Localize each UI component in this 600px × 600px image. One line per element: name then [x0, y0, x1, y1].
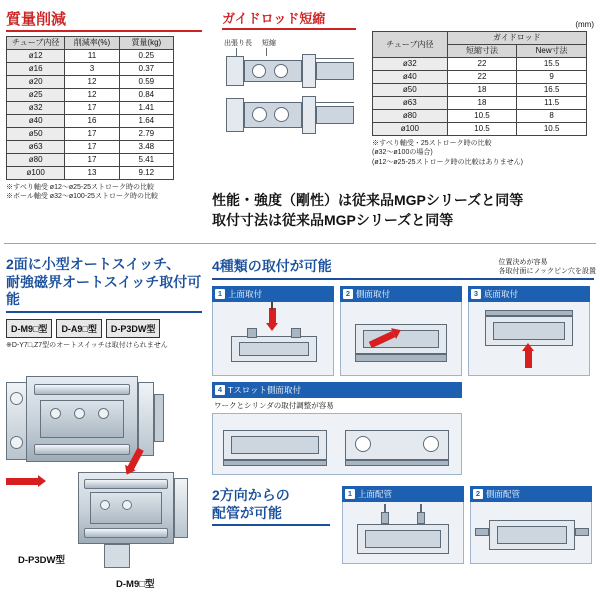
badge-number: 4: [215, 385, 225, 395]
unit-label: (mm): [575, 20, 594, 29]
piping-card-side: [470, 486, 592, 564]
table-header-row: [7, 37, 174, 50]
cell: 11.5: [517, 97, 587, 110]
cell: 17: [65, 154, 119, 167]
table-header-row: [373, 32, 587, 45]
switch-warning: ※D-Y7□,Z7型のオートスイッチは取付けられません: [6, 341, 168, 349]
guide-note-3: (ø12～ø25-25ストローク時の比較はありません): [372, 158, 523, 166]
photo-label-p3dw: D-P3DW型: [18, 555, 65, 566]
chip-d-a9: D-A9□型: [56, 319, 101, 338]
mount-card-top: [212, 286, 334, 376]
cell: ø63: [373, 97, 448, 110]
cell: ø25: [7, 89, 65, 102]
guide-label-shorten: 短縮: [262, 40, 276, 47]
piping-card-top-label: 上面配管: [358, 489, 393, 499]
mount-card-bottom-label: 底面取付: [484, 289, 519, 299]
cell: 16.5: [517, 84, 587, 97]
arrow-icon: [525, 350, 532, 368]
table-row: [373, 84, 587, 97]
cell: 0.59: [119, 76, 173, 89]
cell: ø40: [7, 115, 65, 128]
piping-card-side-figure: [470, 502, 592, 564]
section-mass-reduction: [6, 8, 206, 202]
switch-model-chips: [6, 319, 206, 338]
cell: ø80: [373, 110, 448, 123]
cell: 5.41: [119, 154, 173, 167]
table-row: [7, 63, 174, 76]
section-guide-table: [372, 20, 594, 167]
mass-note-2: ※ボール軸受 ø32～ø100-25ストローク時の比較: [6, 193, 158, 201]
table-row: [7, 102, 174, 115]
mount-card-bottom-header: [468, 286, 590, 302]
cell: 2.79: [119, 128, 173, 141]
cell: ø20: [7, 76, 65, 89]
mass-col-1: 削減率(%): [65, 37, 119, 50]
badge-number: 2: [473, 489, 483, 499]
section-mass-title: 質量削減: [6, 8, 202, 32]
cell: 11: [65, 50, 119, 63]
table-row: [7, 167, 174, 180]
table-row: [373, 110, 587, 123]
cell: 3: [65, 63, 119, 76]
cell: ø12: [7, 50, 65, 63]
mount-card-side-label: 側面取付: [356, 289, 391, 299]
cell: ø100: [7, 167, 65, 180]
cell: 0.37: [119, 63, 173, 76]
piping-card-top: [342, 486, 464, 564]
mount-card-top-figure: [212, 302, 334, 376]
mount-card-bottom-figure: [468, 302, 590, 376]
mass-col-2: 質量(kg): [119, 37, 173, 50]
guide-table: [372, 31, 587, 136]
mount-note-1: 位置決めが容易: [498, 259, 548, 266]
cell: 17: [65, 128, 119, 141]
guide-label-protrusion: 出張り長: [224, 40, 252, 47]
mount-card-side-figure: [340, 302, 462, 376]
cell: ø40: [373, 71, 448, 84]
mount-card-row: [212, 286, 596, 376]
cell: ø32: [7, 102, 65, 115]
mount-note: [498, 258, 596, 276]
table-row: [373, 58, 587, 71]
table-row: [7, 76, 174, 89]
cell: 15.5: [517, 58, 587, 71]
chip-d-p3dw: D-P3DW型: [106, 319, 161, 338]
section-piping: [212, 486, 596, 564]
section-guide-title: ガイドロッド短縮: [222, 8, 356, 30]
table-row: [7, 128, 174, 141]
cell: 1.41: [119, 102, 173, 115]
piping-card-side-header: [470, 486, 592, 502]
mount-note-2: 各取付面にノックピン穴を設置: [498, 268, 596, 276]
mount-card-bottom: [468, 286, 590, 376]
cell: ø50: [7, 128, 65, 141]
piping-card-top-header: [342, 486, 464, 502]
piping-card-side-label: 側面配管: [486, 489, 521, 499]
mount-card-tslot: [212, 382, 462, 475]
cell: 16: [65, 115, 119, 128]
switch-title-1: 2面に小型オートスイッチ、: [6, 256, 181, 272]
table-row: [373, 71, 587, 84]
cell: 12: [65, 89, 119, 102]
cell: ø16: [7, 63, 65, 76]
table-row: [7, 154, 174, 167]
section-guide-rod: [222, 8, 362, 140]
cell: 0.25: [119, 50, 173, 63]
cell: ø100: [373, 123, 448, 136]
table-row: [373, 97, 587, 110]
cell: 9: [517, 71, 587, 84]
mount-card-side: [340, 286, 462, 376]
mount-card-top-header: [212, 286, 334, 302]
table-row: [7, 89, 174, 102]
mount-card-top-label: 上面取付: [228, 289, 263, 299]
piping-title-1: 2方向からの: [212, 487, 290, 503]
photo-label-m9: D-M9□型: [116, 579, 155, 590]
statement-line-2: 取付寸法は従来品MGPシリーズと同等: [212, 212, 454, 229]
section-auto-switch: [6, 256, 206, 350]
mass-col-0: チューブ内径: [7, 37, 65, 50]
piping-title-2: 配管が可能: [212, 504, 330, 526]
guide-note-2: (ø32～ø100の場合): [372, 149, 433, 157]
mass-note-1: ※すべり軸受 ø12～ø25-25ストローク時の比較: [6, 184, 155, 191]
cell: 18: [447, 97, 517, 110]
cell: 8: [517, 110, 587, 123]
mount-card-tslot-figure: [212, 413, 462, 475]
badge-number: 2: [343, 289, 353, 299]
table-row: [7, 141, 174, 154]
table-row: [7, 50, 174, 63]
table-row: [7, 115, 174, 128]
mount-card-tslot-label: Tスロット側面取付: [228, 385, 302, 395]
guide-rod-figure: [222, 36, 358, 140]
cell: ø50: [373, 84, 448, 97]
cell: 13: [65, 167, 119, 180]
cell: 10.5: [517, 123, 587, 136]
switch-title-2: 耐強磁界オートスイッチ取付可能: [6, 274, 202, 313]
cell: 18: [447, 84, 517, 97]
cell: 22: [447, 58, 517, 71]
mount-card-side-header: [340, 286, 462, 302]
mount-card-tslot-sub: ワークとシリンダの取付調整が容易: [214, 401, 334, 410]
cell: 0.84: [119, 89, 173, 102]
badge-number: 3: [471, 289, 481, 299]
table-row: [373, 123, 587, 136]
cell: ø63: [7, 141, 65, 154]
cell: 10.5: [447, 110, 517, 123]
cell: 3.48: [119, 141, 173, 154]
mount-card-tslot-header: [212, 382, 462, 398]
cell: 10.5: [447, 123, 517, 136]
cell: ø80: [7, 154, 65, 167]
guide-note-1: ※すべり軸受・25ストローク時の比較: [372, 140, 492, 147]
section-mounting: [212, 256, 596, 475]
mass-table: [6, 36, 174, 180]
cell: 17: [65, 141, 119, 154]
cell: 9.12: [119, 167, 173, 180]
cell: 1.64: [119, 115, 173, 128]
badge-number: 1: [215, 289, 225, 299]
guide-col-new: New寸法: [517, 45, 587, 58]
statement-line-1: 性能・強度（剛性）は従来品MGPシリーズと同等: [212, 192, 524, 208]
arrow-icon: [269, 308, 276, 324]
badge-number: 1: [345, 489, 355, 499]
section-statement: [212, 190, 594, 231]
guide-col-old: 短縮寸法: [447, 45, 517, 58]
piping-card-top-figure: [342, 502, 464, 564]
callout-arrow-left: [6, 478, 38, 485]
chip-d-m9: D-M9□型: [6, 319, 52, 338]
mount-title: 4種類の取付が可能: [212, 256, 594, 280]
cell: 22: [447, 71, 517, 84]
cell: ø32: [373, 58, 448, 71]
guide-col-group: ガイドロッド: [447, 32, 586, 45]
cell: 17: [65, 102, 119, 115]
guide-col-bore: チューブ内径: [373, 32, 448, 58]
section-divider: [4, 243, 596, 244]
product-photo: [4, 348, 206, 594]
cell: 12: [65, 76, 119, 89]
